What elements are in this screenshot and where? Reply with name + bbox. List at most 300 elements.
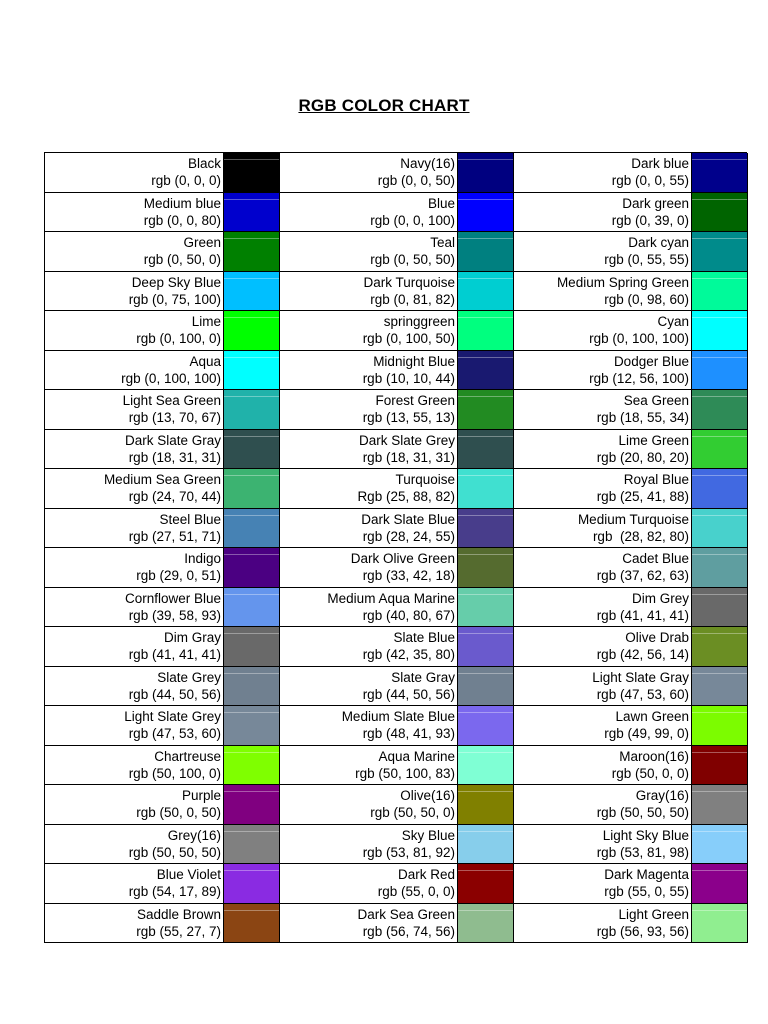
color-swatch <box>691 272 747 311</box>
color-label <box>280 785 457 824</box>
color-rgb-value: rgb (0, 55, 55) <box>604 252 689 268</box>
color-name: Medium Spring Green <box>556 274 689 290</box>
color-swatch <box>457 390 513 429</box>
color-rgb-value: rgb (53, 81, 92) <box>362 844 455 860</box>
color-label <box>280 390 457 429</box>
color-label <box>514 548 691 587</box>
color-rgb-value: rgb (0, 98, 60) <box>604 291 689 307</box>
color-rgb-value: rgb (0, 0, 50) <box>377 173 455 189</box>
color-label <box>45 785 223 824</box>
color-label <box>45 627 223 666</box>
color-rgb-value: rgb (0, 81, 82) <box>370 291 455 307</box>
color-label <box>514 351 691 390</box>
color-label <box>45 153 223 192</box>
color-label <box>45 548 223 587</box>
color-rgb-value: rgb (0, 39, 0) <box>611 212 689 228</box>
color-name: Lime <box>191 314 221 330</box>
color-swatch <box>223 904 279 943</box>
color-label <box>45 469 223 508</box>
color-swatch <box>223 548 279 587</box>
color-name: Sea Green <box>623 393 689 409</box>
color-swatch <box>691 153 747 192</box>
color-label <box>280 509 457 548</box>
color-rgb-value: rgb (50, 100, 83) <box>355 765 455 781</box>
color-label <box>514 627 691 666</box>
color-label <box>514 864 691 903</box>
color-name: Dim Grey <box>632 590 689 606</box>
color-label <box>280 469 457 508</box>
color-swatch <box>223 430 279 469</box>
color-name: Dark cyan <box>628 235 689 251</box>
color-rgb-value: rgb (48, 41, 93) <box>362 726 455 742</box>
color-rgb-value: rgb (50, 50, 50) <box>596 805 689 821</box>
color-rgb-value: rgb (37, 62, 63) <box>596 568 689 584</box>
color-cell <box>514 825 748 865</box>
color-label <box>514 706 691 745</box>
color-cell <box>514 193 748 233</box>
color-label <box>280 746 457 785</box>
color-rgb-value: rgb (13, 70, 67) <box>128 410 221 426</box>
color-rgb-value: rgb (56, 93, 56) <box>596 923 689 939</box>
color-cell <box>45 667 280 707</box>
color-cell <box>45 746 280 786</box>
color-label <box>45 706 223 745</box>
color-swatch <box>457 232 513 271</box>
color-swatch <box>223 509 279 548</box>
color-label <box>45 746 223 785</box>
color-cell <box>514 469 748 509</box>
color-swatch <box>223 746 279 785</box>
color-label <box>280 706 457 745</box>
color-cell <box>45 311 280 351</box>
color-rgb-value: rgb (18, 31, 31) <box>362 449 455 465</box>
color-rgb-value: rgb (29, 0, 51) <box>136 568 221 584</box>
color-cell <box>45 706 280 746</box>
color-rgb-value: rgb (40, 80, 67) <box>362 607 455 623</box>
color-label <box>45 667 223 706</box>
color-cell <box>280 509 514 549</box>
color-swatch <box>457 825 513 864</box>
color-swatch <box>691 904 747 943</box>
color-rgb-value: rgb (0, 50, 0) <box>143 252 221 268</box>
color-cell <box>45 588 280 628</box>
color-cell <box>280 311 514 351</box>
color-cell <box>280 153 514 193</box>
color-rgb-value: rgb (44, 50, 56) <box>362 686 455 702</box>
color-cell <box>280 785 514 825</box>
color-swatch <box>223 706 279 745</box>
color-name: Light Slate Grey <box>124 709 221 725</box>
color-cell <box>45 153 280 193</box>
color-swatch <box>691 825 747 864</box>
color-label <box>514 509 691 548</box>
color-swatch <box>457 469 513 508</box>
color-name: Dark Slate Blue <box>361 511 455 527</box>
color-name: Dark Magenta <box>604 867 689 883</box>
color-swatch <box>223 193 279 232</box>
color-rgb-value: rgb (39, 58, 93) <box>128 607 221 623</box>
color-swatch <box>457 430 513 469</box>
color-rgb-value: rgb (28, 24, 55) <box>362 528 455 544</box>
color-name: Aqua <box>189 353 221 369</box>
color-cell <box>514 430 748 470</box>
color-name: Light Sky Blue <box>602 827 689 843</box>
color-name: Medium Turquoise <box>577 511 689 527</box>
color-name: Lawn Green <box>615 709 689 725</box>
color-cell <box>514 864 748 904</box>
color-cell <box>45 864 280 904</box>
color-cell <box>45 627 280 667</box>
color-cell <box>280 588 514 628</box>
color-swatch <box>691 588 747 627</box>
color-name: Sky Blue <box>401 827 455 843</box>
color-name: Medium Sea Green <box>103 472 221 488</box>
color-rgb-value: rgb (18, 31, 31) <box>128 449 221 465</box>
color-name: Chartreuse <box>154 748 221 764</box>
color-rgb-value: rgb (55, 0, 55) <box>604 884 689 900</box>
color-cell <box>514 351 748 391</box>
color-swatch <box>457 193 513 232</box>
color-cell <box>514 627 748 667</box>
color-rgb-value: rgb (55, 0, 0) <box>377 884 455 900</box>
color-cell <box>514 785 748 825</box>
color-cell <box>45 825 280 865</box>
color-label <box>280 232 457 271</box>
color-cell <box>514 272 748 312</box>
color-label <box>514 588 691 627</box>
color-label <box>280 825 457 864</box>
color-name: Dark Sea Green <box>357 906 455 922</box>
color-cell <box>45 509 280 549</box>
color-swatch <box>691 232 747 271</box>
color-name: Black <box>187 156 221 172</box>
color-name: Purple <box>181 788 221 804</box>
color-label <box>514 153 691 192</box>
color-swatch <box>457 706 513 745</box>
color-name: Deep Sky Blue <box>131 274 221 290</box>
color-cell <box>280 193 514 233</box>
color-swatch <box>691 311 747 350</box>
color-rgb-value: rgb (12, 56, 100) <box>589 370 689 386</box>
color-rgb-value: rgb (33, 42, 18) <box>362 568 455 584</box>
color-label <box>45 232 223 271</box>
color-label <box>45 588 223 627</box>
color-cell <box>45 351 280 391</box>
color-name: Maroon(16) <box>619 748 689 764</box>
color-name: Cornflower Blue <box>124 590 221 606</box>
color-cell <box>45 232 280 272</box>
color-rgb-value: rgb (0, 100, 0) <box>136 331 221 347</box>
color-swatch <box>223 232 279 271</box>
color-rgb-value: rgb (25, 41, 88) <box>596 489 689 505</box>
color-label <box>514 667 691 706</box>
color-name: Olive Drab <box>625 630 689 646</box>
color-swatch <box>691 193 747 232</box>
color-cell <box>280 232 514 272</box>
color-rgb-value: rgb (44, 50, 56) <box>128 686 221 702</box>
color-label <box>280 193 457 232</box>
color-name: Medium Slate Blue <box>341 709 455 725</box>
color-swatch <box>223 153 279 192</box>
color-rgb-value: rgb (28, 82, 80) <box>592 528 689 544</box>
color-rgb-value: rgb (41, 41, 41) <box>596 607 689 623</box>
color-rgb-value: rgb (0, 0, 80) <box>143 212 221 228</box>
color-name: Blue Violet <box>156 867 221 883</box>
color-label <box>514 390 691 429</box>
color-label <box>280 153 457 192</box>
color-swatch <box>457 785 513 824</box>
color-cell <box>280 272 514 312</box>
color-cell <box>45 390 280 430</box>
color-swatch <box>223 272 279 311</box>
color-label <box>45 311 223 350</box>
color-swatch <box>457 864 513 903</box>
color-rgb-value: rgb (53, 81, 98) <box>596 844 689 860</box>
color-cell <box>514 904 748 944</box>
color-cell <box>280 706 514 746</box>
color-swatch <box>223 311 279 350</box>
color-label <box>280 272 457 311</box>
color-rgb-value: rgb (47, 53, 60) <box>128 726 221 742</box>
color-label <box>45 430 223 469</box>
color-cell <box>280 825 514 865</box>
color-rgb-value: rgb (54, 17, 89) <box>128 884 221 900</box>
color-rgb-value: rgb (50, 50, 0) <box>370 805 455 821</box>
color-label <box>45 825 223 864</box>
color-swatch <box>223 588 279 627</box>
color-label <box>514 785 691 824</box>
page-title: RGB COLOR CHART <box>298 96 470 115</box>
color-rgb-value: rgb (20, 80, 20) <box>596 449 689 465</box>
color-rgb-value: rgb (55, 27, 7) <box>136 923 221 939</box>
color-rgb-value: rgb (18, 55, 34) <box>596 410 689 426</box>
color-name: Steel Blue <box>159 511 221 527</box>
color-name: Grey(16) <box>167 827 221 843</box>
color-cell <box>45 193 280 233</box>
color-rgb-value: rgb (0, 100, 100) <box>121 370 221 386</box>
color-label <box>280 627 457 666</box>
color-rgb-value: rgb (24, 70, 44) <box>128 489 221 505</box>
color-name: Gray(16) <box>635 788 689 804</box>
color-name: Slate Grey <box>157 669 221 685</box>
color-swatch <box>457 351 513 390</box>
color-cell <box>514 311 748 351</box>
color-label <box>280 864 457 903</box>
color-cell <box>45 904 280 944</box>
color-rgb-value: Rgb (25, 88, 82) <box>357 489 455 505</box>
color-rgb-value: rgb (0, 0, 0) <box>151 173 221 189</box>
color-cell <box>45 272 280 312</box>
color-rgb-value: rgb (0, 50, 50) <box>370 252 455 268</box>
color-name: Slate Gray <box>391 669 455 685</box>
color-swatch <box>457 746 513 785</box>
color-label <box>514 193 691 232</box>
color-cell <box>280 746 514 786</box>
color-swatch <box>691 667 747 706</box>
color-rgb-value: rgb (42, 35, 80) <box>362 647 455 663</box>
color-swatch <box>691 351 747 390</box>
color-cell <box>514 667 748 707</box>
color-swatch <box>223 667 279 706</box>
color-name: Cadet Blue <box>622 551 689 567</box>
color-swatch <box>457 311 513 350</box>
color-swatch <box>691 627 747 666</box>
color-rgb-value: rgb (50, 100, 0) <box>128 765 221 781</box>
color-cell <box>280 351 514 391</box>
color-name: Light Green <box>618 906 689 922</box>
color-label <box>514 311 691 350</box>
color-chart-table <box>44 152 747 943</box>
color-cell <box>45 430 280 470</box>
color-label <box>514 272 691 311</box>
color-label <box>280 351 457 390</box>
color-name: Navy(16) <box>400 156 455 172</box>
color-cell <box>280 469 514 509</box>
color-swatch <box>223 864 279 903</box>
color-name: Forest Green <box>375 393 455 409</box>
color-swatch <box>457 588 513 627</box>
color-swatch <box>223 825 279 864</box>
color-rgb-value: rgb (49, 99, 0) <box>604 726 689 742</box>
color-rgb-value: rgb (42, 56, 14) <box>596 647 689 663</box>
color-cell <box>514 153 748 193</box>
color-cell <box>280 390 514 430</box>
color-name: Cyan <box>657 314 689 330</box>
color-name: Dim Gray <box>164 630 221 646</box>
color-label <box>280 548 457 587</box>
color-label <box>45 272 223 311</box>
color-label <box>514 232 691 271</box>
color-cell <box>280 667 514 707</box>
color-rgb-value: rgb (0, 0, 100) <box>370 212 455 228</box>
color-label <box>514 469 691 508</box>
color-cell <box>514 390 748 430</box>
color-label <box>45 904 223 943</box>
color-name: Turquoise <box>395 472 455 488</box>
color-name: Royal Blue <box>623 472 689 488</box>
color-name: Light Sea Green <box>122 393 221 409</box>
color-swatch <box>691 785 747 824</box>
color-name: Dark Slate Grey <box>358 432 455 448</box>
color-label <box>514 746 691 785</box>
color-swatch <box>691 390 747 429</box>
color-label <box>280 430 457 469</box>
color-swatch <box>223 627 279 666</box>
color-name: Midnight Blue <box>373 353 455 369</box>
color-label <box>280 311 457 350</box>
color-name: Aqua Marine <box>378 748 455 764</box>
color-name: Medium Aqua Marine <box>327 590 455 606</box>
color-swatch <box>691 746 747 785</box>
color-label <box>280 904 457 943</box>
color-rgb-value: rgb (47, 53, 60) <box>596 686 689 702</box>
color-cell <box>514 509 748 549</box>
color-name: Indigo <box>184 551 221 567</box>
color-rgb-value: rgb (0, 100, 100) <box>589 331 689 347</box>
color-label <box>45 390 223 429</box>
color-rgb-value: rgb (10, 10, 44) <box>362 370 455 386</box>
color-swatch <box>691 430 747 469</box>
color-rgb-value: rgb (0, 0, 55) <box>611 173 689 189</box>
color-swatch <box>691 706 747 745</box>
color-rgb-value: rgb (0, 100, 50) <box>362 331 455 347</box>
color-name: Lime Green <box>618 432 689 448</box>
color-name: springgreen <box>383 314 455 330</box>
color-swatch <box>223 390 279 429</box>
color-cell <box>514 706 748 746</box>
color-label <box>514 904 691 943</box>
color-swatch <box>691 469 747 508</box>
color-name: Dark Olive Green <box>350 551 455 567</box>
color-name: Olive(16) <box>400 788 455 804</box>
color-name: Dark Slate Gray <box>124 432 221 448</box>
color-label <box>45 351 223 390</box>
color-cell <box>280 430 514 470</box>
color-name: Dodger Blue <box>613 353 689 369</box>
color-cell <box>514 588 748 628</box>
color-name: Teal <box>430 235 455 251</box>
color-swatch <box>457 904 513 943</box>
color-name: Blue <box>427 195 455 211</box>
color-name: Green <box>183 235 221 251</box>
color-swatch <box>223 351 279 390</box>
color-name: Saddle Brown <box>136 906 221 922</box>
color-rgb-value: rgb (13, 55, 13) <box>362 410 455 426</box>
color-rgb-value: rgb (0, 75, 100) <box>128 291 221 307</box>
color-cell <box>45 469 280 509</box>
color-rgb-value: rgb (27, 51, 71) <box>128 528 221 544</box>
color-swatch <box>457 509 513 548</box>
color-cell <box>514 548 748 588</box>
color-swatch <box>457 153 513 192</box>
color-label <box>45 509 223 548</box>
color-cell <box>280 864 514 904</box>
color-label <box>514 430 691 469</box>
color-cell <box>514 746 748 786</box>
color-swatch <box>457 667 513 706</box>
color-swatch <box>223 469 279 508</box>
color-label <box>45 193 223 232</box>
color-name: Dark green <box>622 195 689 211</box>
color-swatch <box>223 785 279 824</box>
color-cell <box>45 785 280 825</box>
color-name: Dark Red <box>397 867 455 883</box>
color-swatch <box>691 548 747 587</box>
color-swatch <box>691 509 747 548</box>
color-cell <box>45 548 280 588</box>
color-rgb-value: rgb (50, 0, 0) <box>611 765 689 781</box>
color-cell <box>514 232 748 272</box>
color-swatch <box>457 627 513 666</box>
color-name: Dark blue <box>631 156 689 172</box>
color-name: Light Slate Gray <box>592 669 689 685</box>
color-rgb-value: rgb (56, 74, 56) <box>362 923 455 939</box>
color-name: Slate Blue <box>393 630 455 646</box>
color-swatch <box>457 272 513 311</box>
color-label <box>45 864 223 903</box>
color-label <box>514 825 691 864</box>
color-label <box>280 667 457 706</box>
color-cell <box>280 627 514 667</box>
color-cell <box>280 548 514 588</box>
color-swatch <box>457 548 513 587</box>
color-name: Medium blue <box>143 195 221 211</box>
color-label <box>280 588 457 627</box>
color-swatch <box>691 864 747 903</box>
color-rgb-value: rgb (41, 41, 41) <box>128 647 221 663</box>
color-rgb-value: rgb (50, 0, 50) <box>136 805 221 821</box>
color-cell <box>280 904 514 944</box>
